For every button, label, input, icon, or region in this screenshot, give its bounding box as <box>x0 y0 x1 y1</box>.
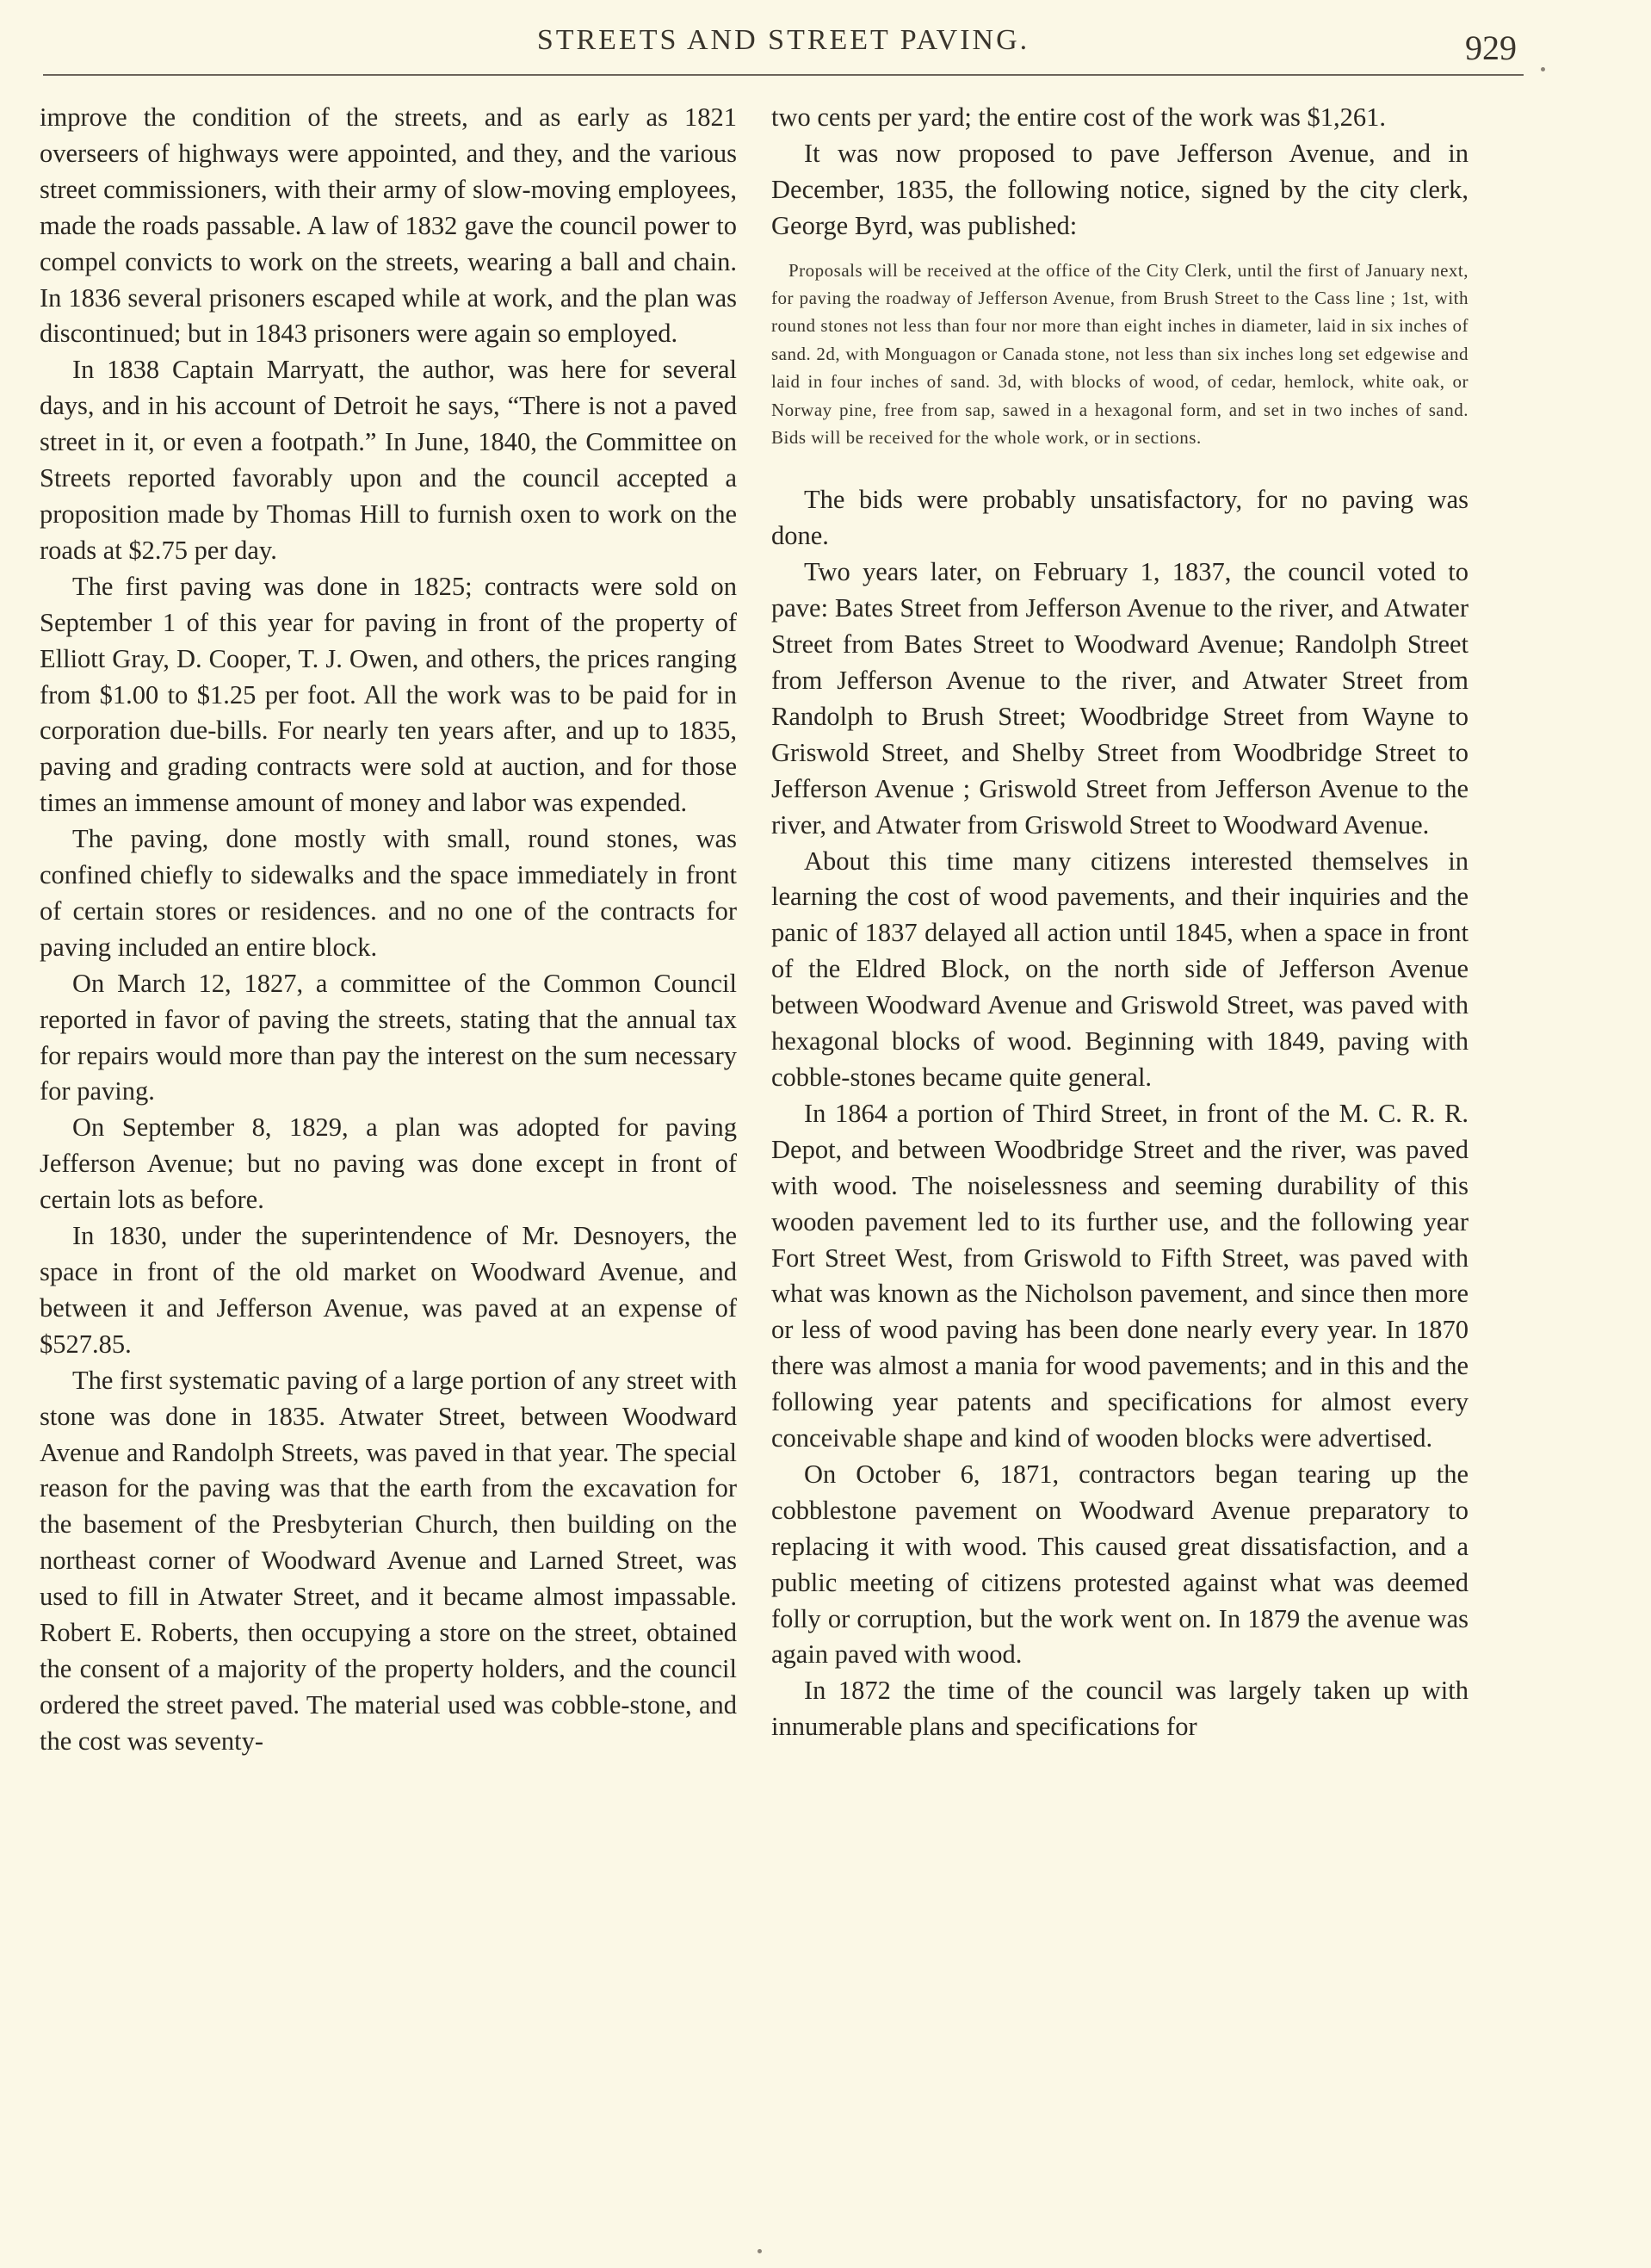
paper-speck <box>757 2249 762 2253</box>
paragraph: Two years later, on February 1, 1837, the council voted to pave: Bates Street from Jefferson Avenue to the river, and Atwater Street from Bates Street to Woodward Avenue; Randolph Street from Jefferson Avenue to the river, and Atwater Street from Randolph to Brush Street; Woodbridge Street from Wayne to Griswold Street, and Shelby Street from Woodbridge Street to Jefferson Avenue ; Griswold Street from Jefferson Avenue to the river, and Atwater from Griswold Street to Woodward Avenue. <box>771 557 1469 840</box>
paragraph: In 1872 the time of the council was largely taken up with innumerable plans and specifications for <box>771 1676 1469 1742</box>
paragraph: The first systematic paving of a large portion of any street with stone was done in 1835. Atwater Street, between Woodward Avenue and Randolph Streets, was paved in that year. The special reason for the paving was that the earth from the excavation for the basement of the Presbyterian Church, then building on the northeast corner of Woodward Avenue and Larned Street, was used to fill in Atwater Street, and it became almost impassable. Robert E. Roberts, then occupying a store on the street, obtained the consent of a majority of the property holders, and the council ordered the street paved. The material used was cobble-stone, and the cost was seventy- <box>40 1365 737 1756</box>
paragraph: On October 6, 1871, contractors began tearing up the cobblestone pavement on Woodward Avenue preparatory to replacing it with wood. This caused great dissatisfaction, and a public meeting of citizens protested against what was deemed folly or corruption, but the work went on. In 1879 the avenue was again paved with wood. <box>771 1459 1469 1670</box>
left-column <box>40 100 737 1760</box>
paragraph: It was now proposed to pave Jefferson Avenue, and in December, 1835, the following notice, signed by the city clerk, George Byrd, was published: <box>771 138 1469 240</box>
paragraph: The bids were probably unsatisfactory, for no paving was done. <box>771 485 1469 551</box>
right-column <box>771 100 1469 1745</box>
paragraph: The paving, done mostly with small, round stones, was confined chiefly to sidewalks and the space immediately in front of certain stores or residences. and no one of the contracts for paving included an entire block. <box>40 824 737 962</box>
paragraph: In 1830, under the superintendence of Mr. Desnoyers, the space in front of the old market on Woodward Avenue, and between it and Jefferson Avenue, was paved at an expense of $527.85. <box>40 1221 737 1359</box>
paragraph: two cents per yard; the entire cost of the work was $1,261. <box>771 102 1387 132</box>
paragraph: The first paving was done in 1825; contracts were sold on September 1 of this year for paving in front of the property of Elliott Gray, D. Cooper, T. J. Owen, and others, the prices ranging from $1.00 to $1.25 per foot. All the work was to be paid for in corporation due-bills. For nearly ten years after, and up to 1835, paving and grading contracts were sold at auction, and for those times an immense amount of money and labor was expended. <box>40 571 737 818</box>
paragraph: improve the condition of the streets, and as early as 1821 overseers of highways were appointed, and they, and the various street commissioners, with their army of slow-moving employees, made the roads passable. A law of 1832 gave the council power to compel convicts to work on the streets, wearing a ball and chain. In 1836 several prisoners escaped while at work, and the plan was discontinued; but in 1843 prisoners were again so employed. <box>40 102 737 349</box>
page-number: 929 <box>1465 28 1517 67</box>
paragraph: On September 8, 1829, a plan was adopted for paving Jefferson Avenue; but no paving was done except in front of certain lots as before. <box>40 1112 737 1215</box>
paragraph: In 1864 a portion of Third Street, in front of the M. C. R. R. Depot, and between Woodbridge Street and the river, was paved with wood. The noiselessness and seeming durability of this wooden pavement led to its further use, and the following year Fort Street West, from Griswold to Fifth Street, was paved with what was known as the Nicholson pavement, and since then more or less of wood paving has been done nearly every year. In 1870 there was almost a mania for wood pavements; and in this and the following year patents and specifications for almost every conceivable shape and kind of wooden blocks were advertised. <box>771 1098 1469 1453</box>
header-rule <box>43 74 1524 76</box>
paragraph: In 1838 Captain Marryatt, the author, was here for several days, and in his account of Detroit he says, “There is not a paved street in it, or even a footpath.” In June, 1840, the Committee on Streets reported favorably upon and the council accepted a proposition made by Thomas Hill to furnish oxen to work on the roads at $2.75 per day. <box>40 355 737 565</box>
running-title: STREETS AND STREET PAVING. <box>536 24 1030 56</box>
paper-speck <box>1541 67 1545 71</box>
paragraph: On March 12, 1827, a committee of the Common Council reported in favor of paving the streets, stating that the annual tax for repairs would more than pay the interest on the sum necessary for paving. <box>40 968 737 1106</box>
block-quote-notice: Proposals will be received at the office of the City Clerk, until the first of January next, for paving the roadway of Jefferson Avenue, from Brush Street to the Cass line ; 1st, with round stones not less than four nor more than eight inches in diameter, laid in six inches of sand. 2d, with Monguagon or Canada stone, not less than six inches long set edgewise and laid in four inches of sand. 3d, with blocks of wood, of cedar, hemlock, white oak, or Norway pine, free from sap, sawed in a hexagonal form, and set in two inches of sand. Bids will be received for the whole work, or in sections. <box>771 259 1469 449</box>
paragraph: About this time many citizens interested themselves in learning the cost of wood pavements, and their inquiries and the panic of 1837 delayed all action until 1845, when a space in front of the Eldred Block, on the north side of Jefferson Avenue between Woodward Avenue and Griswold Street, was paved with hexagonal blocks of wood. Beginning with 1849, paving with cobble-stones became quite general. <box>771 846 1469 1092</box>
page-header <box>43 24 1524 76</box>
